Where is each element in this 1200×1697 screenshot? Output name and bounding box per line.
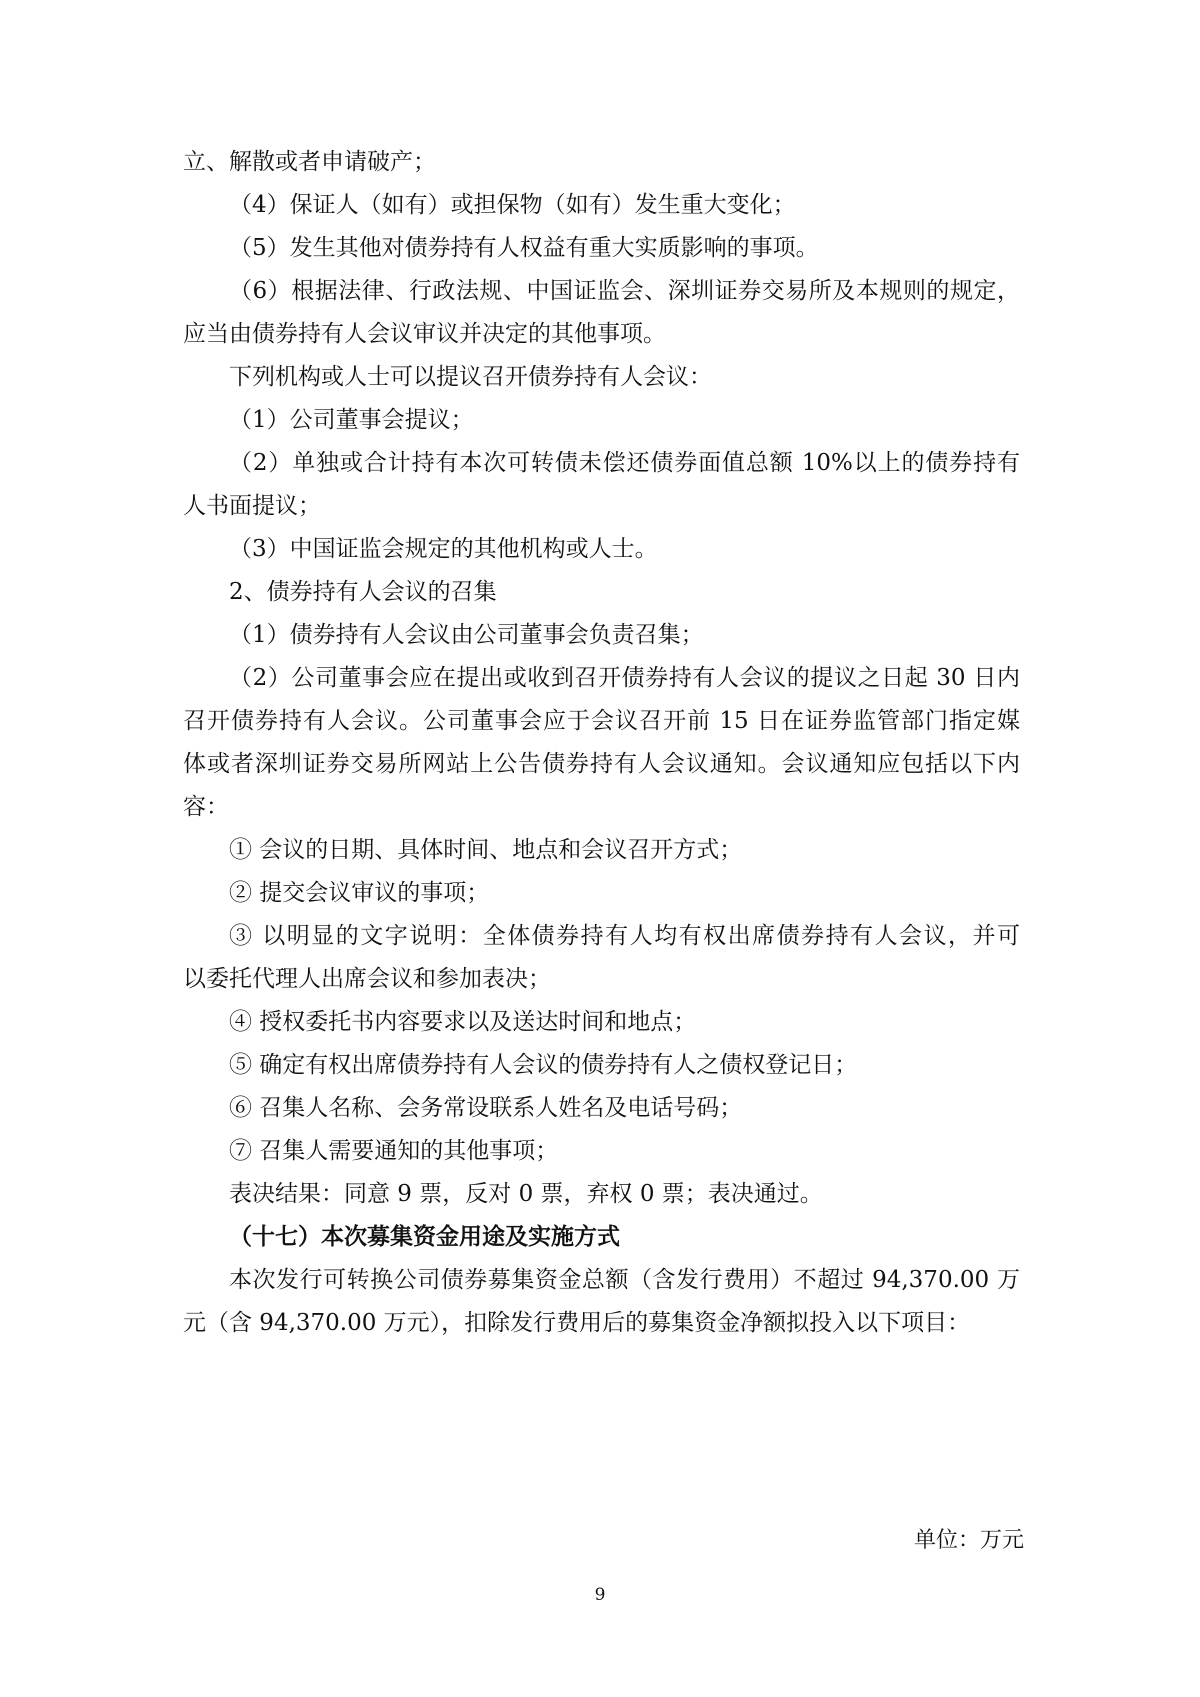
- text-line: （1）债券持有人会议由公司董事会负责召集；: [229, 622, 704, 648]
- text-line: ② 提交会议审议的事项；: [229, 880, 490, 906]
- text-line: 人书面提议；: [183, 493, 321, 519]
- page-number: 9: [594, 1585, 606, 1605]
- text-line: 元（含 94,370.00 万元），扣除发行费用后的募集资金净额拟投入以下项目：: [183, 1310, 971, 1336]
- text-line: 召开债券持有人会议。公司董事会应于会议召开前 15 日在证券监管部门指定媒: [183, 708, 1020, 734]
- text-line: （3）中国证监会规定的其他机构或人士。: [229, 536, 658, 562]
- text-line: （6）根据法律、行政法规、中国证监会、深圳证券交易所及本规则的规定，: [229, 278, 1020, 304]
- text-line: ③ 以明显的文字说明：全体债券持有人均有权出席债券持有人会议，并可: [229, 923, 1020, 949]
- text-line: 表决结果：同意 9 票，反对 0 票，弃权 0 票；表决通过。: [229, 1181, 823, 1207]
- text-line: ⑦ 召集人需要通知的其他事项；: [229, 1138, 559, 1164]
- section-heading: 2、债券持有人会议的召集: [229, 579, 497, 605]
- text-line: 本次发行可转换公司债券募集资金总额（含发行费用）不超过 94,370.00 万: [229, 1267, 1020, 1293]
- unit-label: 单位：万元: [913, 1528, 1024, 1553]
- text-line: 立、解散或者申请破产；: [183, 149, 436, 175]
- text-line: （4）保证人（如有）或担保物（如有）发生重大变化；: [229, 192, 796, 218]
- text-line: （2）公司董事会应在提出或收到召开债券持有人会议的提议之日起 30 日内: [229, 665, 1020, 691]
- text-line: 下列机构或人士可以提议召开债券持有人会议：: [229, 364, 712, 390]
- text-line: （1）公司董事会提议；: [229, 407, 474, 433]
- section-heading: （十七）本次募集资金用途及实施方式: [229, 1223, 620, 1250]
- text-line: 以委托代理人出席会议和参加表决；: [183, 966, 551, 992]
- text-line: ⑥ 召集人名称、会务常设联系人姓名及电话号码；: [229, 1095, 743, 1121]
- text-line: 容：: [183, 794, 229, 820]
- text-line: 应当由债券持有人会议审议并决定的其他事项。: [183, 321, 666, 347]
- text-line: ① 会议的日期、具体时间、地点和会议召开方式；: [229, 837, 743, 863]
- text-line: （2）单独或合计持有本次可转债未偿还债券面值总额 10%以上的债券持有: [229, 450, 1020, 476]
- text-line: （5）发生其他对债券持有人权益有重大实质影响的事项。: [229, 235, 819, 261]
- text-line: 体或者深圳证券交易所网站上公告债券持有人会议通知。会议通知应包括以下内: [183, 751, 1020, 777]
- text-line: ⑤ 确定有权出席债券持有人会议的债券持有人之债权登记日；: [229, 1052, 858, 1078]
- text-line: ④ 授权委托书内容要求以及送达时间和地点；: [229, 1009, 697, 1035]
